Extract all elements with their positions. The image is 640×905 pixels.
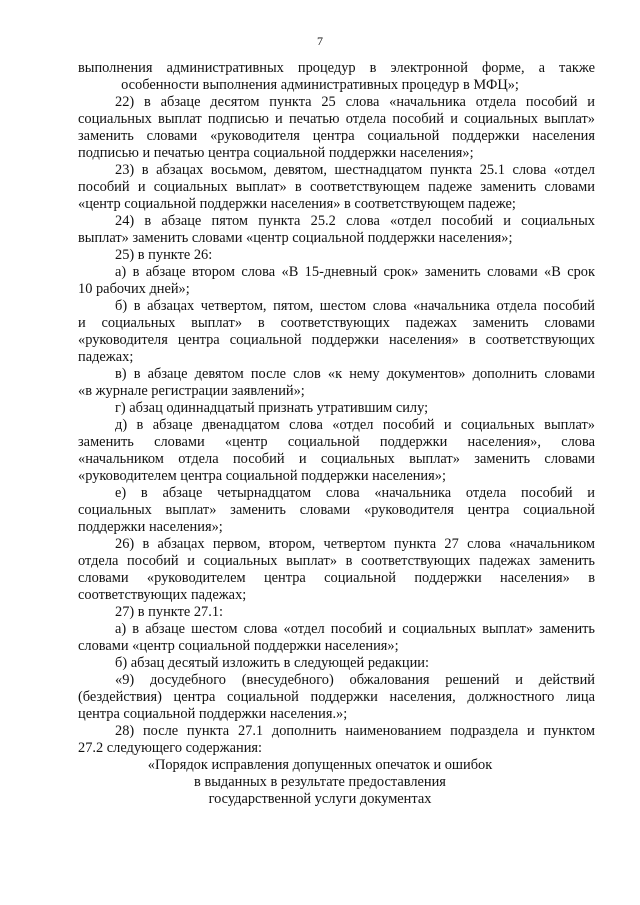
- text-line: б) абзац десятый изложить в следующей редакции:: [115, 655, 430, 671]
- text-line: «руководителя центра социальной поддержки населения» в соответствующих: [78, 332, 595, 348]
- text-line: словами «руководителем центра социальной поддержки населения» в: [78, 570, 595, 586]
- text-line: выполнения административных процедур в электронной форме, а также: [78, 60, 595, 76]
- text-line: «руководителем центра социальной поддержки населения»;: [78, 468, 446, 484]
- text-line: 26) в абзацах первом, втором, четвертом пункта 27 слова «начальником: [115, 536, 595, 552]
- text-line: отдела пособий и социальных выплат» в соответствующих падежах заменить: [78, 553, 595, 569]
- text-line: особенности выполнения административных процедур в МФЦ»;: [121, 77, 519, 93]
- text-line: б) в абзацах четвертом, пятом, шестом слова «начальника отдела пособий: [115, 298, 595, 314]
- subsection-heading-line: «Порядок исправления допущенных опечаток и ошибок: [147, 757, 493, 773]
- subsection-heading-line: государственной услуги документах: [208, 791, 432, 807]
- text-line: 25) в пункте 26:: [115, 247, 213, 263]
- text-line: пособий и социальных выплат» в соответствующем падеже заменить словами: [78, 179, 595, 195]
- text-line: социальных выплат» заменить словами «руководителя центра социальной: [78, 502, 595, 518]
- text-line: соответствующих падежах;: [78, 587, 247, 603]
- text-line: а) в абзаце шестом слова «отдел пособий и социальных выплат» заменить: [115, 621, 595, 637]
- text-line: падежах;: [78, 349, 134, 365]
- text-line: заменить словами «руководителя центра социальной поддержки населения: [78, 128, 595, 144]
- text-line: а) в абзаце втором слова «В 15-дневный срок» заменить словами «В срок: [115, 264, 595, 280]
- text-line: 23) в абзацах восьмом, девятом, шестнадцатом пункта 25.1 слова «отдел: [115, 162, 595, 178]
- text-line: д) в абзаце двенадцатом слова «отдел пособий и социальных выплат»: [115, 417, 595, 433]
- text-line: 28) после пункта 27.1 дополнить наименованием подраздела и пунктом: [115, 723, 595, 739]
- text-line: 22) в абзаце десятом пункта 25 слова «начальника отдела пособий и: [115, 94, 595, 110]
- subsection-heading-line: в выданных в результате предоставления: [194, 774, 446, 790]
- text-line: «9) досудебного (внесудебного) обжалования решений и действий: [115, 672, 595, 688]
- text-line: 27) в пункте 27.1:: [115, 604, 224, 620]
- text-line: социальных выплат подписью и печатью отдела пособий и социальных выплат»: [78, 111, 595, 127]
- text-line: г) абзац одиннадцатый признать утратившим силу;: [115, 400, 429, 416]
- text-line: 27.2 следующего содержания:: [78, 740, 263, 756]
- text-line: подписью и печатью центра социальной поддержки населения»;: [78, 145, 474, 161]
- text-line: и социальных выплат» в соответствующих падежах заменить словами: [78, 315, 595, 331]
- text-line: 24) в абзаце пятом пункта 25.2 слова «отдел пособий и социальных: [115, 213, 595, 229]
- text-line: поддержки населения»;: [78, 519, 223, 535]
- page-number: 7: [317, 34, 323, 48]
- text-line: (бездействия) центра социальной поддержки населения, должностного лица: [78, 689, 595, 705]
- text-line: «центр социальной поддержки населения» в соответствующем падеже;: [78, 196, 516, 212]
- text-line: е) в абзаце четырнадцатом слова «начальника отдела пособий и: [115, 485, 595, 501]
- text-line: выплат» заменить словами «центр социальной поддержки населения»;: [78, 230, 513, 246]
- text-line: «в журнале регистрации заявлений»;: [78, 383, 305, 399]
- text-line: 10 рабочих дней»;: [78, 281, 190, 297]
- text-line: словами «центр социальной поддержки населения»;: [78, 638, 399, 654]
- text-line: «начальником отдела пособий и социальных выплат» заменить словами: [78, 451, 595, 467]
- text-line: центра социальной поддержки населения.»;: [78, 706, 348, 722]
- text-line: в) в абзаце девятом после слов «к нему документов» дополнить словами: [115, 366, 595, 382]
- text-line: заменить словами «центр социальной поддержки населения», слова: [78, 434, 595, 450]
